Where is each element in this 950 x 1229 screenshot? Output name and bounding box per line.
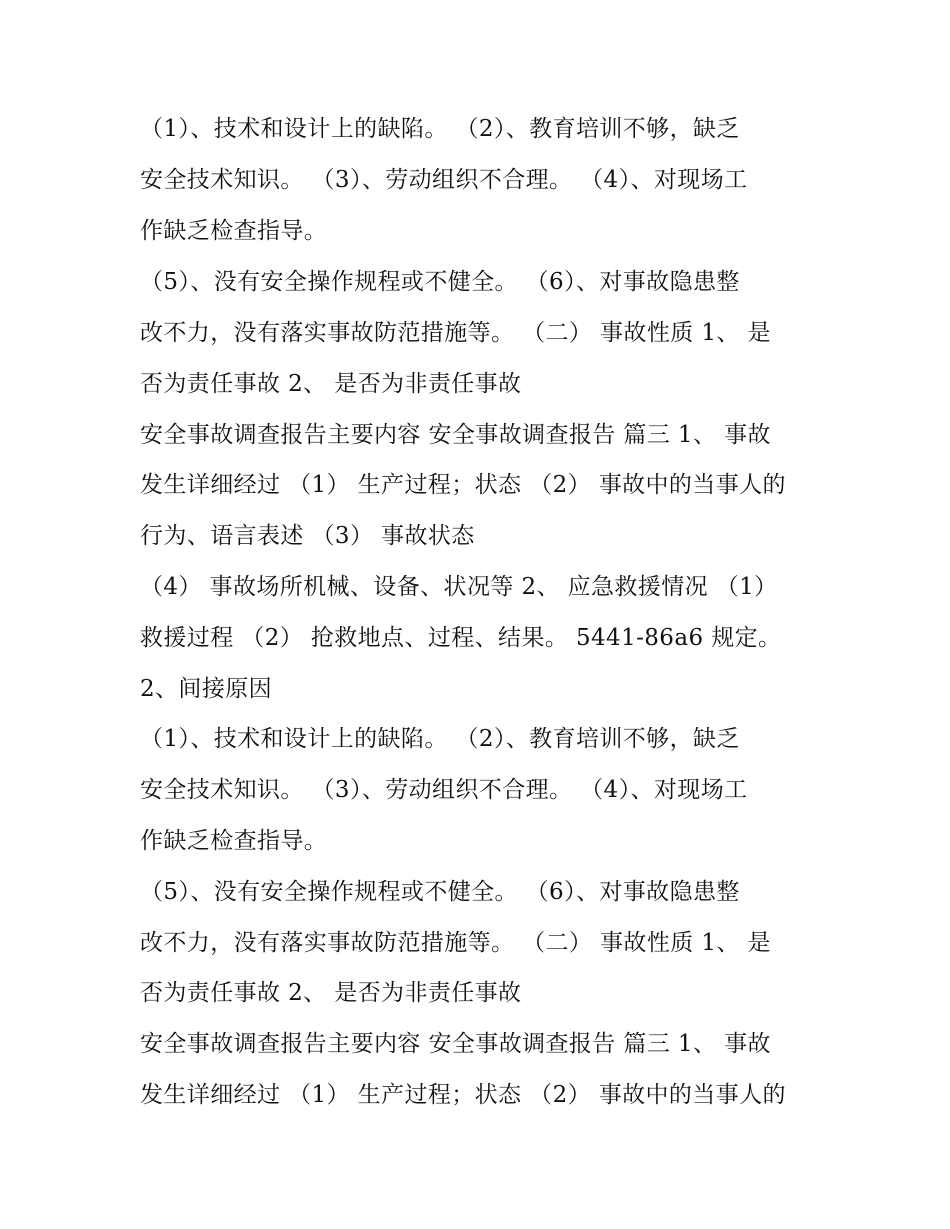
text-line: 行为、语言表述 （3） 事故状态: [140, 523, 475, 549]
text-line: 否为责任事故 2、 是否为非责任事故: [140, 980, 522, 1006]
text-line: 改不力，没有落实事故防范措施等。 （二） 事故性质 1、 是: [140, 320, 771, 346]
text-line: 否为责任事故 2、 是否为非责任事故: [140, 371, 522, 397]
text-line: 作缺乏检查指导。: [140, 218, 328, 244]
text-line: （5）、没有安全操作规程或不健全。 （6）、对事故隐患整: [140, 269, 740, 295]
text-line: （4） 事故场所机械、设备、状况等 2、 应急救援情况 （1）: [140, 574, 778, 600]
text-line: 安全事故调查报告主要内容 安全事故调查报告 篇三 1、 事故: [140, 1031, 771, 1057]
text-line: （1）、技术和设计上的缺陷。 （2）、教育培训不够，缺乏: [140, 116, 740, 142]
text-line: 救援过程 （2） 抢救地点、过程、结果。 5441-86a6 规定。: [140, 625, 782, 651]
text-line: 安全技术知识。 （3）、劳动组织不合理。 （4）、对现场工: [140, 167, 748, 193]
text-line: （5）、没有安全操作规程或不健全。 （6）、对事故隐患整: [140, 879, 740, 905]
text-line: （1）、技术和设计上的缺陷。 （2）、教育培训不够，缺乏: [140, 726, 740, 752]
text-line: 改不力，没有落实事故防范措施等。 （二） 事故性质 1、 是: [140, 930, 771, 956]
text-line: 发生详细经过 （1） 生产过程；状态 （2） 事故中的当事人的: [140, 472, 786, 498]
text-line: 发生详细经过 （1） 生产过程；状态 （2） 事故中的当事人的: [140, 1082, 786, 1108]
text-line: 2、间接原因: [140, 676, 273, 702]
text-line: 作缺乏检查指导。: [140, 828, 328, 854]
text-line: 安全技术知识。 （3）、劳动组织不合理。 （4）、对现场工: [140, 777, 748, 803]
text-line: 安全事故调查报告主要内容 安全事故调查报告 篇三 1、 事故: [140, 422, 771, 448]
